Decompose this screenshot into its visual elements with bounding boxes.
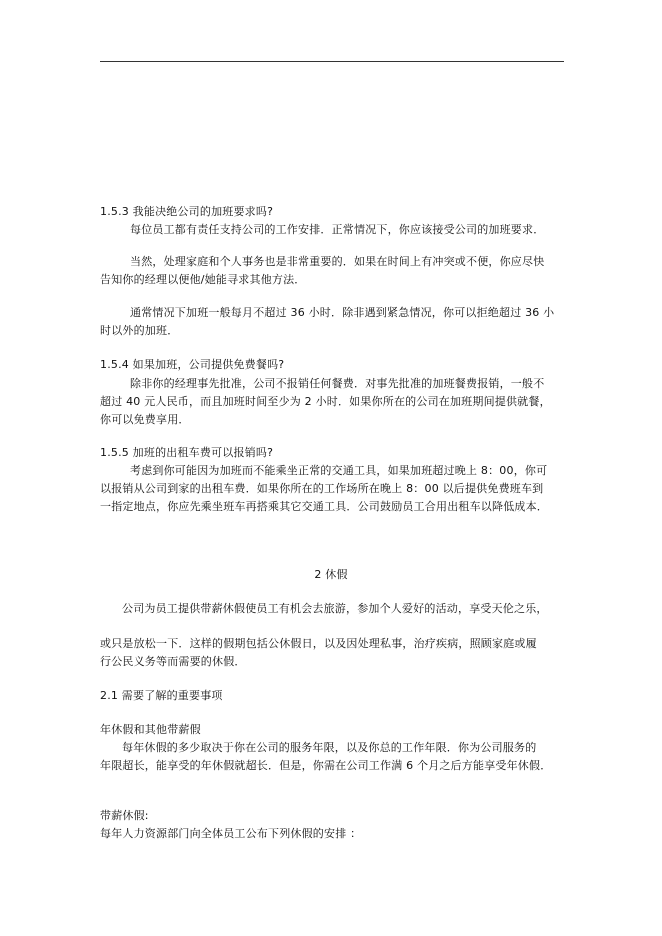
- section-1-5-5-heading: 1.5.5 加班的出租车费可以报销吗?: [100, 446, 274, 459]
- chapter-2-intro-line-2: 或只是放松一下．这样的假期包括公休假日，以及因处理私事，治疗疾病，照顾家庭或履: [100, 637, 537, 650]
- chapter-2-title: 2 休假: [314, 568, 348, 581]
- paid-leave-heading: 带薪休假:: [100, 809, 149, 822]
- section-2-1-heading: 2.1 需要了解的重要事项: [100, 689, 223, 702]
- section-1-5-4-line-1: 除非你的经理事先批准，公司不报销任何餐费．对事先批准的加班餐费报销，一般不: [130, 377, 545, 390]
- section-1-5-3-para-2-line-2: 告知你的经理以便他/她能寻求其他方法．: [100, 273, 306, 286]
- section-1-5-4-line-2: 超过 40 元人民币，而且加班时间至少为 2 小时．如果你所在的公司在加班期间提供就餐，: [100, 395, 551, 408]
- section-2-1-subheading: 年休假和其他带薪假: [100, 723, 201, 736]
- section-2-1-line-2: 年限超长，能享受的年休假就超长．但是，你需在公司工作满 6 个月之后方能享受年休假．: [100, 759, 552, 772]
- section-1-5-3-para-3-line-1: 通常情况下加班一般每月不超过 36 小时．除非遇到紧急情况，你可以拒绝超过 36 小: [130, 306, 555, 319]
- section-1-5-5-line-3: 一指定地点，你应先乘坐班车再搭乘其它交通工具．公司鼓励员工合用出租车以降低成本．: [100, 500, 548, 513]
- section-1-5-5-line-2: 以报销从公司到家的出租车费．如果你所在的工作场所在晚上 8：00 以后提供免费班车到: [100, 482, 544, 495]
- chapter-2-intro-line-1: 公司为员工提供带薪休假使员工有机会去旅游，参加个人爱好的活动，享受天伦之乐，: [122, 602, 548, 615]
- section-1-5-4-line-3: 你可以免费享用．: [100, 413, 190, 426]
- section-1-5-3-para-1: 每位员工都有责任支持公司的工作安排．正常情况下，你应该接受公司的加班要求．: [130, 223, 545, 236]
- paid-leave-line-1: 每年人力资源部门向全体员工公布下列休假的安排 ：: [100, 827, 362, 840]
- chapter-2-intro-line-3: 行公民义务等而需要的休假．: [100, 655, 246, 668]
- section-1-5-5-line-1: 考虑到你可能因为加班而不能乘坐正常的交通工具，如果加班超过晚上 8：00，你可: [130, 464, 548, 477]
- section-1-5-4-heading: 1.5.4 如果加班，公司提供免费餐吗?: [100, 358, 285, 371]
- section-1-5-3-para-3-line-2: 时以外的加班．: [100, 324, 179, 337]
- header-rule: [100, 61, 564, 62]
- section-2-1-line-1: 每年休假的多少取决于你在公司的服务年限，以及你总的工作年限．你为公司服务的: [122, 741, 537, 754]
- section-1-5-3-para-2-line-1: 当然，处理家庭和个人事务也是非常重要的．如果在时间上有冲突或不便，你应尽快: [130, 255, 545, 268]
- section-1-5-3-heading: 1.5.3 我能决绝公司的加班要求吗?: [100, 205, 274, 218]
